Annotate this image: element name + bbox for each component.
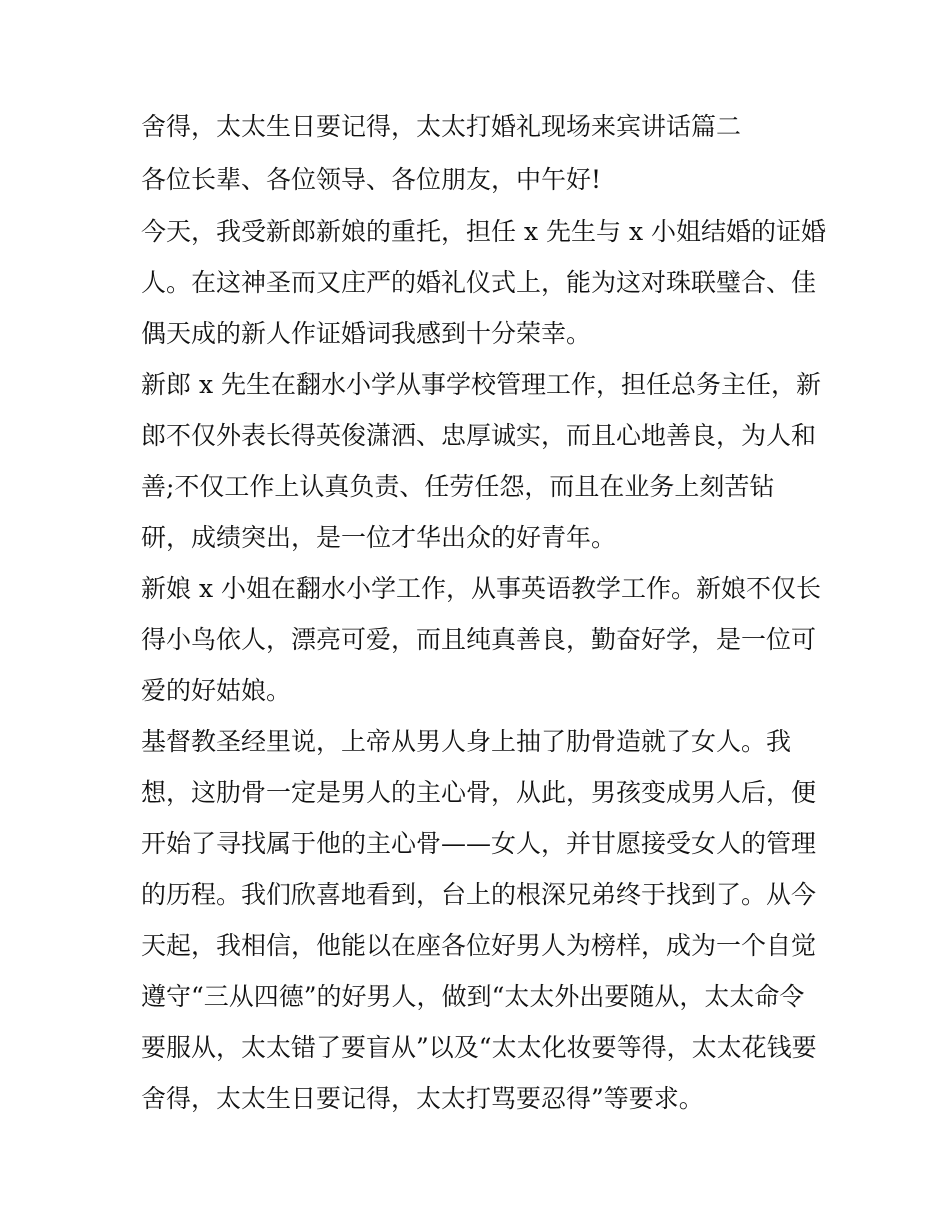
text-line: 各位长辈、各位领导、各位朋友，中午好! xyxy=(141,165,602,194)
text-line: 今天，我受新郎新娘的重托，担任 x 先生与 x 小姐结婚的证婚 xyxy=(141,217,826,246)
text-line: 爱的好姑娘。 xyxy=(141,676,292,705)
text-line: 舍得，太太生日要记得，太太打婚礼现场来宾讲话篇二 xyxy=(141,112,742,141)
text-line: 天起，我相信，他能以在座各位好男人为榜样，成为一个自觉 xyxy=(141,931,817,960)
text-line: 要服从，太太错了要盲从”以及“太太化妆要等得，太太花钱要 xyxy=(141,1033,817,1062)
text-line: 遵守“三从四德”的好男人，做到“太太外出要随从，太太命令 xyxy=(141,982,805,1011)
text-line: 偶天成的新人作证婚词我感到十分荣幸。 xyxy=(141,319,592,348)
text-line: 郎不仅外表长得英俊潇洒、忠厚诚实，而且心地善良，为人和 xyxy=(141,421,817,450)
text-line: 开始了寻找属于他的主心骨——女人，并甘愿接受女人的管理 xyxy=(141,829,817,858)
text-line: 基督教圣经里说，上帝从男人身上抽了肋骨造就了女人。我 xyxy=(141,727,792,756)
text-line: 新郎 x 先生在翻水小学从事学校管理工作，担任总务主任，新 xyxy=(141,370,821,399)
text-line: 人。在这神圣而又庄严的婚礼仪式上，能为这对珠联璧合、佳 xyxy=(141,268,817,297)
text-line: 善;不仅工作上认真负责、任劳任怨，而且在业务上刻苦钻 xyxy=(141,472,775,501)
text-line: 得小鸟依人，漂亮可爱，而且纯真善良，勤奋好学，是一位可 xyxy=(141,625,817,654)
text-line: 研，成绩突出，是一位才华出众的好青年。 xyxy=(141,523,617,552)
text-line: 的历程。我们欣喜地看到，台上的根深兄弟终于找到了。从今 xyxy=(141,880,817,909)
text-line: 想，这肋骨一定是男人的主心骨，从此，男孩变成男人后，便 xyxy=(141,778,817,807)
text-line: 舍得，太太生日要记得，太太打骂要忍得”等要求。 xyxy=(141,1084,704,1113)
text-line: 新娘 x 小姐在翻水小学工作，从事英语教学工作。新娘不仅长 xyxy=(141,574,821,603)
